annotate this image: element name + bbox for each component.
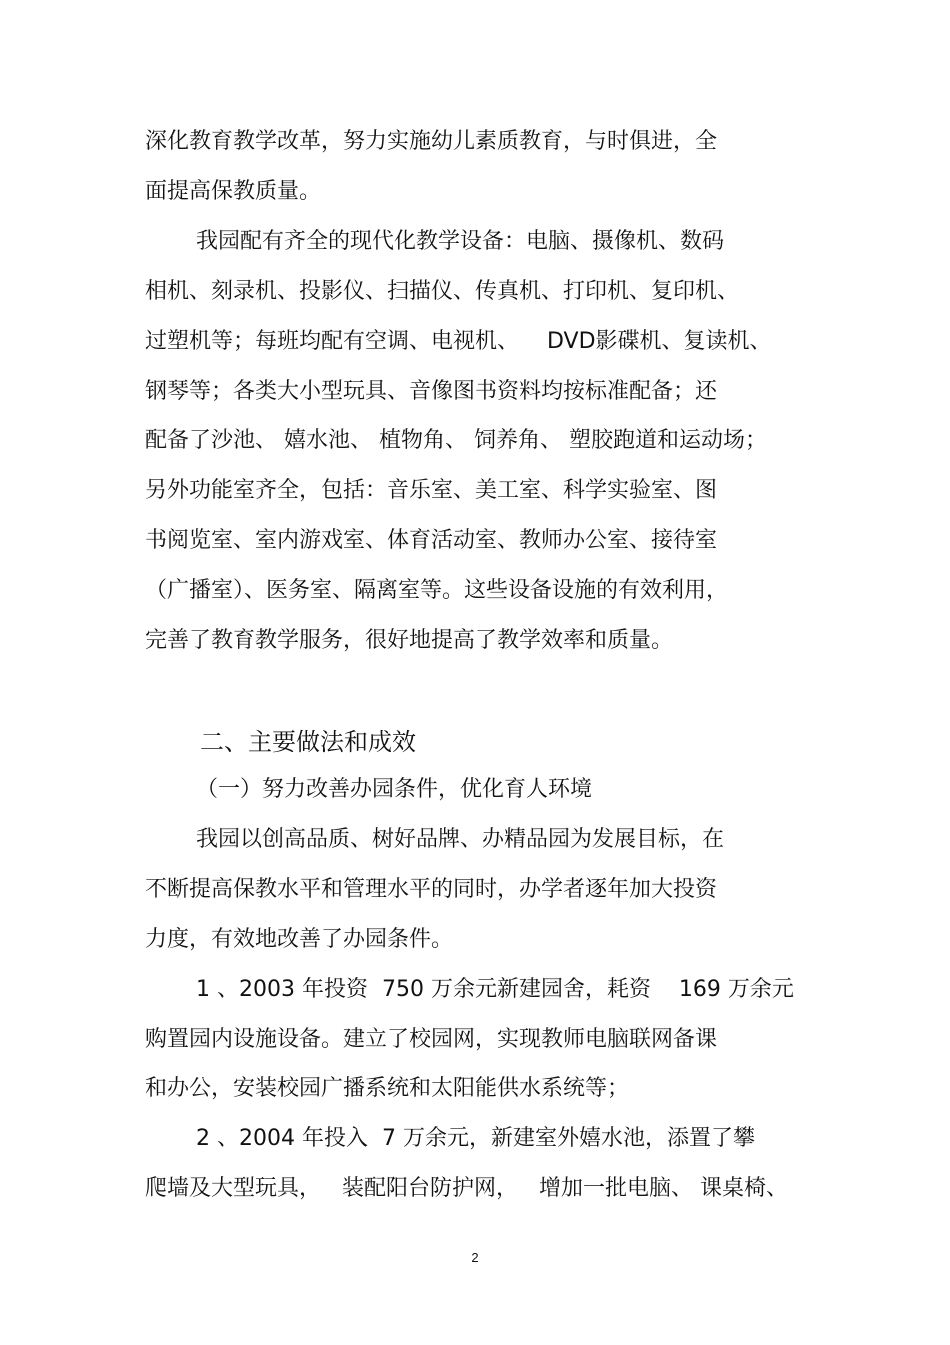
subsection-heading: （一）努力改善办园条件，优化育人环境 — [196, 777, 593, 802]
paragraph-line: 我园以创高品质、树好品牌、办精品园为发展目标，在 — [196, 827, 725, 852]
paragraph-line: （广播室）、医务室、隔离室等。这些设备设施的有效利用， — [145, 578, 729, 603]
paragraph-line: 相机、刻录机、投影仪、扫描仪、传真机、打印机、复印机、 — [145, 279, 740, 304]
paragraph-line: 我园配有齐全的现代化教学设备：电脑、摄像机、数码 — [196, 229, 725, 254]
paragraph-line: 深化教育教学改革，努力实施幼儿素质教育，与时俱进，全 — [145, 129, 718, 154]
paragraph-line: 力度，有效地改善了办园条件。 — [145, 927, 454, 952]
paragraph-line: 钢琴等；各类大小型玩具、音像图书资料均按标准配备；还 — [145, 379, 718, 404]
paragraph-line: 不断提高保教水平和管理水平的同时，办学者逐年加大投资 — [145, 877, 718, 902]
paragraph-line: 面提高保教质量。 — [145, 179, 322, 204]
paragraph-line: 过塑机等；每班均配有空调、电视机、 DVD影碟机、复读机、 — [145, 329, 772, 354]
paragraph-line: 配备了沙池、 嬉水池、 植物角、 饲养角、 塑胶跑道和运动场； — [145, 428, 767, 453]
paragraph-line: 书阅览室、室内游戏室、体育活动室、教师办公室、接待室 — [145, 528, 718, 553]
section-heading: 二、主要做法和成效 — [200, 728, 416, 756]
paragraph-line: 另外功能室齐全，包括：音乐室、美工室、科学实验室、图 — [145, 478, 718, 503]
paragraph-line: 完善了教育教学服务，很好地提高了教学效率和质量。 — [145, 628, 674, 653]
paragraph-line: 2 、2004 年投入 7 万余元，新建室外嬉水池，添置了攀 — [196, 1126, 755, 1151]
paragraph-line: 爬墙及大型玩具， 装配阳台防护网， 增加一批电脑、 课桌椅、 — [145, 1176, 788, 1201]
paragraph-line: 和办公，安装校园广播系统和太阳能供水系统等； — [145, 1076, 630, 1101]
page-number: 2 — [471, 1250, 479, 1265]
paragraph-line: 购置园内设施设备。建立了校园网，实现教师电脑联网备课 — [145, 1027, 718, 1052]
paragraph-line: 1 、2003 年投资 750 万余元新建园舍，耗资 169 万余元 — [196, 977, 794, 1002]
